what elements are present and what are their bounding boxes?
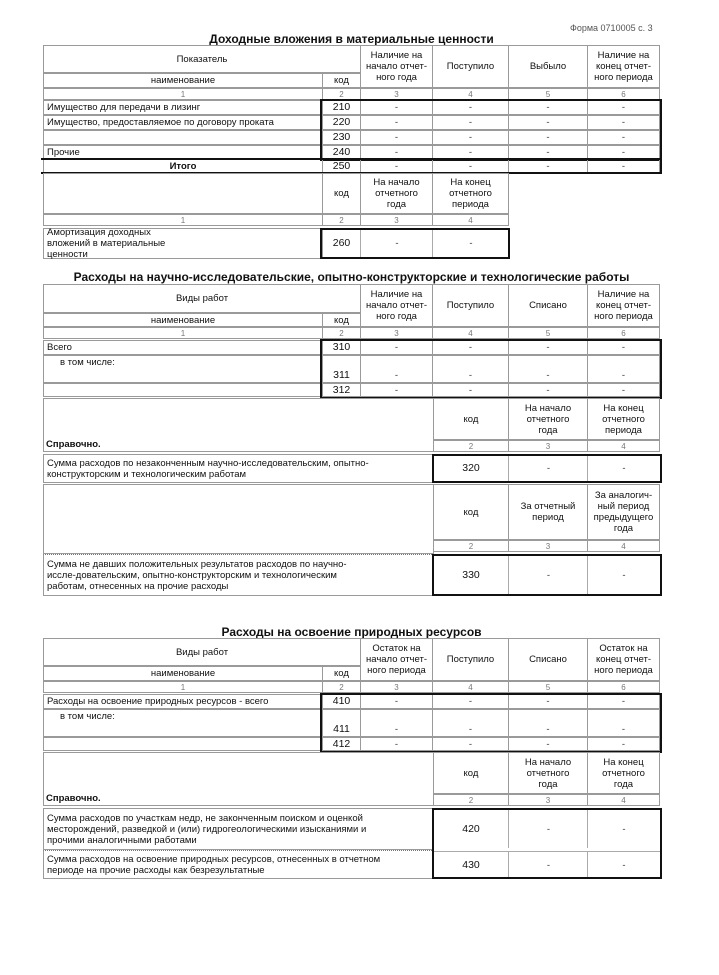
header-indicator: Показатель xyxy=(43,45,361,73)
col-num: 2 xyxy=(322,327,361,339)
col-num: 3 xyxy=(360,327,433,339)
row-code: 260 xyxy=(332,237,351,249)
row-code: 240 xyxy=(322,145,361,159)
value-cell[interactable]: - xyxy=(508,100,588,115)
value-cell[interactable]: - xyxy=(587,100,660,115)
col-num: 2 xyxy=(433,440,509,452)
ref-header-code: код xyxy=(433,484,509,540)
col-num: 6 xyxy=(587,88,660,100)
col-num: 1 xyxy=(43,681,323,693)
col-num: 3 xyxy=(360,88,433,100)
value-cell[interactable]: - xyxy=(587,340,660,355)
header-end-period: Наличие на конец отчет-ного периода xyxy=(587,284,660,327)
col-num: 2 xyxy=(433,540,509,552)
value-cell[interactable]: - xyxy=(587,456,660,481)
col-num: 4 xyxy=(432,88,509,100)
value-cell[interactable]: - xyxy=(360,130,433,145)
value-cell[interactable]: - xyxy=(587,159,660,173)
col-num: 4 xyxy=(587,540,660,552)
value-cell[interactable]: - xyxy=(508,383,588,397)
row-code: 320 xyxy=(462,462,480,474)
total-label: Итого xyxy=(43,159,323,173)
value-cell[interactable]: - xyxy=(360,383,433,397)
reference-label: Справочно. xyxy=(46,439,101,450)
col-num: 5 xyxy=(508,681,588,693)
header-name: наименование xyxy=(43,666,323,681)
section3-title: Расходы на освоение природных ресурсов xyxy=(221,625,482,639)
col-num: 2 xyxy=(322,88,361,100)
header-start-balance: Остаток на начало отчет-ного периода xyxy=(360,638,433,681)
value-cell[interactable]: - xyxy=(508,456,588,481)
row-code: 220 xyxy=(322,115,361,130)
value-cell[interactable]: - xyxy=(360,340,433,355)
value-cell[interactable]: - xyxy=(360,737,433,751)
value-cell[interactable]: - xyxy=(587,737,660,751)
header-code: код xyxy=(322,73,361,88)
ref-header-code: код xyxy=(433,398,509,440)
value-cell[interactable]: - xyxy=(587,383,660,397)
header-start-year: Наличие на начало отчет-ного года xyxy=(360,284,433,327)
row-name: Сумма не давших положительных результатов расходов по научно-иссле-довательским, опытно-конструкторским и технологическим работам, отнесенных на прочие расходы xyxy=(43,554,434,596)
header-written-off: Списано xyxy=(508,284,588,327)
row-code: 310 xyxy=(322,340,361,355)
value-cell[interactable]: - xyxy=(360,355,433,383)
header-name: наименование xyxy=(43,313,323,327)
ref-blank-cell xyxy=(43,484,434,554)
row-name: Расходы на освоение природных ресурсов - всего xyxy=(43,694,323,709)
header-received: Поступило xyxy=(432,45,509,88)
value-cell[interactable]: - xyxy=(432,709,509,737)
header-end-period: Наличие на конец отчет-ного периода xyxy=(587,45,660,88)
value-cell[interactable]: - xyxy=(360,145,433,159)
value-cell[interactable]: - xyxy=(432,145,509,159)
value-cell[interactable]: - xyxy=(432,115,509,130)
value-cell[interactable]: - xyxy=(587,355,660,383)
value-cell[interactable]: - xyxy=(432,355,509,383)
value-cell[interactable]: - xyxy=(432,230,509,257)
sub-header-start-year: На начало отчетного года xyxy=(360,173,433,214)
row-name: в том числе: xyxy=(60,357,115,368)
value-cell[interactable]: - xyxy=(508,355,588,383)
col-num: 5 xyxy=(508,327,588,339)
col-num: 6 xyxy=(587,327,660,339)
value-cell[interactable]: - xyxy=(360,709,433,737)
col-num: 4 xyxy=(587,794,660,806)
value-cell[interactable]: - xyxy=(360,230,433,257)
value-cell[interactable]: - xyxy=(508,130,588,145)
value-cell[interactable]: - xyxy=(432,340,509,355)
header-end-balance: Остаток на конец отчет-ного периода xyxy=(587,638,660,681)
col-num: 3 xyxy=(508,540,588,552)
header-code: код xyxy=(322,313,361,327)
col-num: 5 xyxy=(508,88,588,100)
value-cell[interactable]: - xyxy=(508,851,588,878)
value-cell[interactable]: - xyxy=(508,810,588,848)
value-cell[interactable]: - xyxy=(432,694,509,709)
value-cell[interactable]: - xyxy=(360,159,433,173)
value-cell[interactable]: - xyxy=(432,100,509,115)
header-start-year: Наличие на начало отчет-ного года xyxy=(360,45,433,88)
col-num: 4 xyxy=(432,681,509,693)
header-kind: Виды работ xyxy=(43,638,361,666)
row-name-cell xyxy=(43,355,323,383)
col-num: 2 xyxy=(433,794,509,806)
header-name: наименование xyxy=(43,73,323,88)
col-num: 3 xyxy=(508,440,588,452)
value-cell[interactable]: - xyxy=(360,100,433,115)
ref-header-start-year: На начало отчетного года xyxy=(508,752,588,794)
row-code: 430 xyxy=(434,851,508,878)
row-name xyxy=(43,737,323,751)
row-name: в том числе: xyxy=(60,711,115,722)
header-received: Поступило xyxy=(432,638,509,681)
row-code: 312 xyxy=(322,383,361,397)
value-cell[interactable]: - xyxy=(587,145,660,159)
row-name xyxy=(43,130,323,145)
section1-title: Доходные вложения в материальные ценности xyxy=(209,32,494,46)
reference-label: Справочно. xyxy=(46,793,101,804)
ref-header-end-period: На конец отчетного периода xyxy=(587,398,660,440)
ref-header-code: код xyxy=(433,752,509,794)
value-cell[interactable]: - xyxy=(587,694,660,709)
header-written-off: Списано xyxy=(508,638,588,681)
header-kind: Виды работ xyxy=(43,284,361,313)
value-cell[interactable]: - xyxy=(508,694,588,709)
header-received: Поступило xyxy=(432,284,509,327)
col-num: 1 xyxy=(43,88,323,100)
header-disposed: Выбыло xyxy=(508,45,588,88)
row-code: 412 xyxy=(322,737,361,751)
section2-title: Расходы на научно-исследовательские, опытно-конструкторские и технологические работы xyxy=(73,270,630,284)
value-cell[interactable]: - xyxy=(432,737,509,751)
col-num: 3 xyxy=(360,214,433,226)
ref-header-end-year: На конец отчетного года xyxy=(587,752,660,794)
row-name: Сумма расходов по участкам недр, не законченным поиском и оценкой месторождений, разведкой и (или) гидрогеологическими изысканиями и прочими аналогичными работами xyxy=(43,808,434,850)
col-num: 4 xyxy=(432,214,509,226)
value-cell[interactable]: - xyxy=(508,159,588,173)
row-name xyxy=(43,383,323,397)
col-num: 2 xyxy=(322,681,361,693)
col-num: 1 xyxy=(43,214,323,226)
row-name: Сумма расходов на освоение природных ресурсов, отнесенных в отчетном периоде на прочие расходы как безрезультатные xyxy=(43,850,434,879)
value-cell[interactable]: - xyxy=(508,115,588,130)
value-cell[interactable]: - xyxy=(508,340,588,355)
col-num: 1 xyxy=(43,327,323,339)
value-cell[interactable]: - xyxy=(432,130,509,145)
col-num: 6 xyxy=(587,681,660,693)
value-cell[interactable]: - xyxy=(360,115,433,130)
row-name: Амортизация доходных вложений в материальные ценности xyxy=(43,228,323,259)
ref-blank-cell xyxy=(43,752,434,806)
header-code: код xyxy=(322,666,361,681)
row-code: 410 xyxy=(322,694,361,709)
row-code: 420 xyxy=(462,822,480,835)
col-num: 2 xyxy=(322,214,361,226)
value-cell[interactable]: - xyxy=(587,130,660,145)
row-code: 210 xyxy=(322,100,361,115)
col-num: 4 xyxy=(432,327,509,339)
sub-header-blank xyxy=(43,173,323,214)
row-name: Имущество, предоставляемое по договору проката xyxy=(43,115,323,130)
ref-header-reporting-period: За отчетный период xyxy=(508,484,588,540)
total-row-top-border xyxy=(41,158,323,160)
col-num: 4 xyxy=(587,440,660,452)
value-cell[interactable]: - xyxy=(360,694,433,709)
value-cell[interactable]: - xyxy=(587,556,660,594)
value-cell[interactable]: - xyxy=(587,851,660,878)
row-name: Имущество для передачи в лизинг xyxy=(43,100,323,115)
row-name: Сумма расходов по незаконченным научно-исследовательским, опытно-конструкторским и технологическим работам xyxy=(43,454,434,483)
col-num: 3 xyxy=(360,681,433,693)
ref-header-prior-year-period: За аналогич-ный период предыдущего года xyxy=(587,484,660,540)
value-cell[interactable]: - xyxy=(508,737,588,751)
sub-header-end-period: На конец отчетного периода xyxy=(432,173,509,214)
row-name: Прочие xyxy=(43,145,323,159)
ref-blank-cell xyxy=(43,398,434,452)
sub-header-code: код xyxy=(322,173,361,214)
row-code: 330 xyxy=(462,568,480,581)
value-cell[interactable]: - xyxy=(587,709,660,737)
value-cell[interactable]: - xyxy=(508,709,588,737)
value-cell[interactable]: - xyxy=(432,383,509,397)
row-code: 411 xyxy=(322,709,361,737)
col-num: 3 xyxy=(508,794,588,806)
value-cell[interactable]: - xyxy=(508,145,588,159)
row-code: 311 xyxy=(322,355,361,383)
value-cell[interactable]: - xyxy=(587,810,660,848)
value-cell[interactable]: - xyxy=(432,159,509,173)
value-cell[interactable]: - xyxy=(508,556,588,594)
row-name: Всего xyxy=(43,340,323,355)
row-name-cell xyxy=(43,709,323,737)
form-number: Форма 0710005 с. 3 xyxy=(570,23,653,33)
row-code: 250 xyxy=(322,159,361,173)
row-code: 230 xyxy=(322,130,361,145)
value-cell[interactable]: - xyxy=(587,115,660,130)
ref-header-start-year: На начало отчетного года xyxy=(508,398,588,440)
